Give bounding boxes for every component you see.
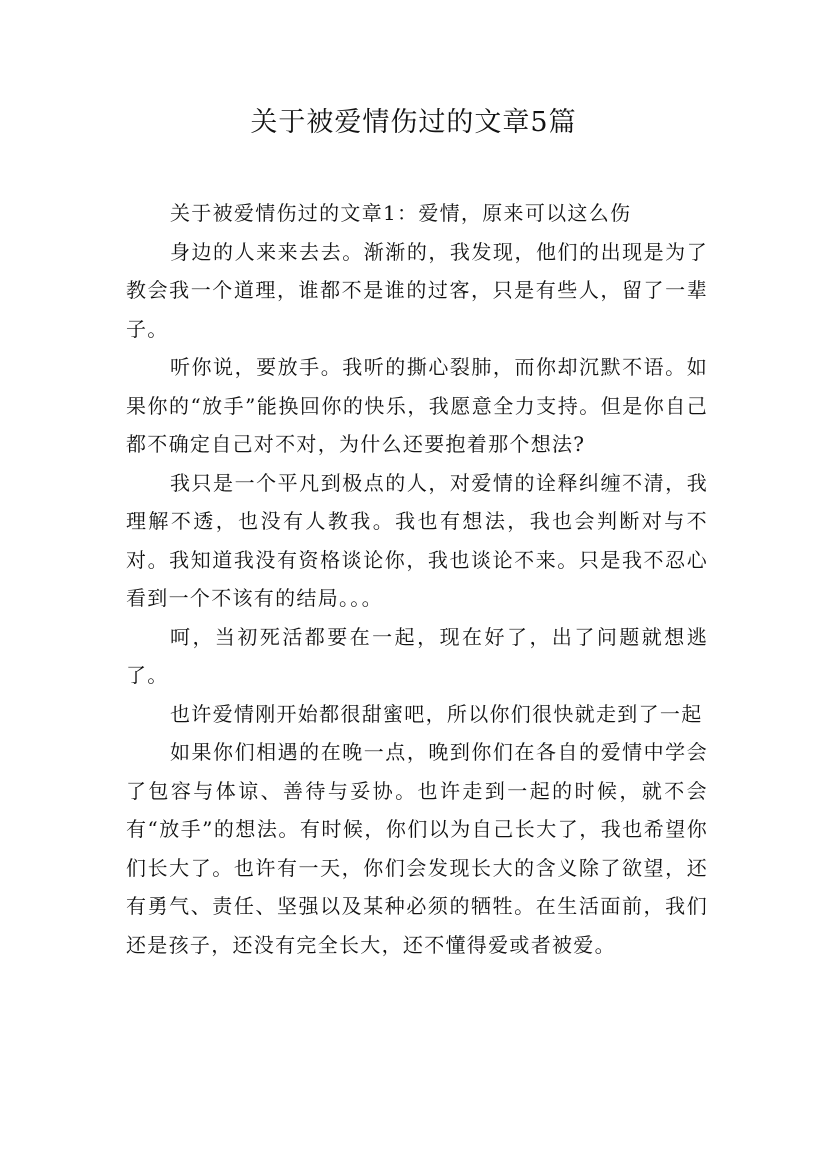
paragraph-2: 身边的人来来去去。渐渐的，我发现，他们的出现是为了教会我一个道理，谁都不是谁的过客，只是有些人，留了一辈子。 (126, 239, 708, 341)
document-title: 关于被爱情伤过的文章5篇 (250, 107, 577, 138)
paragraph-5: 呵，当初死活都要在一起，现在好了，出了问题就想逃了。 (126, 624, 708, 687)
paragraph-7: 如果你们相遇的在晚一点，晚到你们在各自的爱情中学会了包容与体谅、善待与妥协。也许走到一起的时候，就不会有“放手”的想法。有时候，你们以为自己长大了，我也希望你们长大了。也许有一天，你们会发现长大的含义除了欲望，还有勇气、责任、坚强以及某种必须的牺牲。在生活面前，我们还是孩子，还没有完全长大，还不懂得爱或者被爱。 (126, 740, 708, 957)
paragraph-4: 我只是一个平凡到极点的人，对爱情的诠释纠缠不清，我理解不透，也没有人教我。我也有想法，我也会判断对与不对。我知道我没有资格谈论你，我也谈论不来。只是我不忍心看到一个不该有的结局。。。 (126, 470, 708, 610)
document-body (126, 194, 708, 964)
paragraph-6: 也许爱情刚开始都很甜蜜吧，所以你们很快就走到了一起 (170, 701, 703, 726)
paragraph-1: 关于被爱情伤过的文章1：爱情，原来可以这么伤 (170, 201, 632, 225)
paragraph-3: 听你说，要放手。我听的撕心裂肺，而你却沉默不语。如果你的“放手”能换回你的快乐，我愿意全力支持。但是你自己都不确定自己对不对，为什么还要抱着那个想法? (126, 355, 708, 456)
